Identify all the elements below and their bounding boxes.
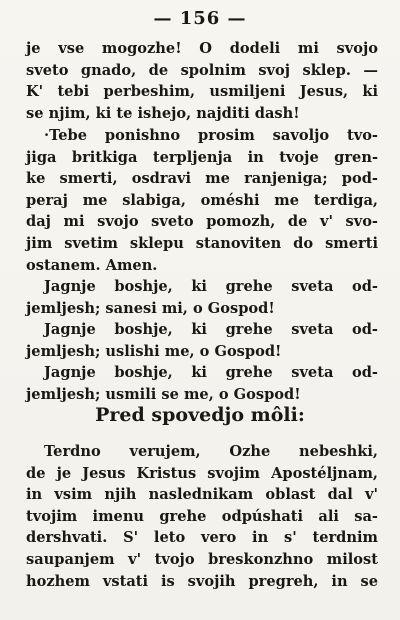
text-line: ·Tebe ponishno prosim savoljo tvo- [44, 127, 378, 144]
paragraph-1 [26, 38, 378, 124]
text-line: jemljesh; usmili se me, o Gospod! [26, 385, 301, 403]
text-line: jiga britkiga terpljenja in tvoje gren- [26, 148, 378, 166]
section-heading: Pred spovedjo môli: [95, 404, 305, 426]
text-line: ke smerti, osdravi me ranjeniga; pod- [26, 170, 378, 188]
paragraph-4 [26, 441, 378, 592]
text-line: Terdno verujem, Ozhe nebeshki, [44, 443, 378, 460]
text-line: se njim, ki te ishejo, najditi dash! [26, 104, 300, 122]
text-line: ostanem. Amen. [26, 256, 158, 274]
text-line: jemljesh; uslishi me, o Gospod! [26, 342, 282, 360]
text-line: tvojim imenu grehe odpúshati ali sa- [26, 507, 378, 525]
text-line: je vse mogozhe! O dodeli mi svojo [26, 40, 378, 57]
text-line: Jagnje boshje, ki grehe sveta od- [44, 364, 378, 382]
text-line: jemljesh; sanesi mi, o Gospod! [26, 299, 275, 317]
text-line: de je Jesus Kristus svojim Apostéljnam, [26, 464, 378, 482]
text-line: dershvati. S' leto vero in s' terdnim [26, 529, 378, 547]
text-line: daj mi svojo sveto pomozh, de v' svo- [26, 213, 378, 231]
text-line: hozhem vstati is svojih pregreh, in se [26, 572, 378, 590]
paragraph-2 [26, 125, 378, 276]
text-line: in vsim njih naslednikam oblast dal v' [26, 486, 378, 504]
text-line: saupanjem v' tvojo breskonzhno milost [26, 550, 378, 568]
paragraph-3 [26, 276, 378, 406]
text-line: Jagnje boshje, ki grehe sveta od- [44, 321, 378, 339]
text-line: K' tebi perbeshim, usmiljeni Jesus, ki [26, 83, 378, 101]
text-line: sveto gnado, de spolnim svoj sklep. — [26, 61, 378, 79]
text-line: jim svetim sklepu stanoviten do smerti [26, 234, 378, 252]
text-line: Jagnje boshje, ki grehe sveta od- [44, 278, 378, 295]
page-number-header: — 156 — [153, 8, 247, 29]
text-line: peraj me slabiga, oméshi me terdiga, [26, 191, 378, 209]
